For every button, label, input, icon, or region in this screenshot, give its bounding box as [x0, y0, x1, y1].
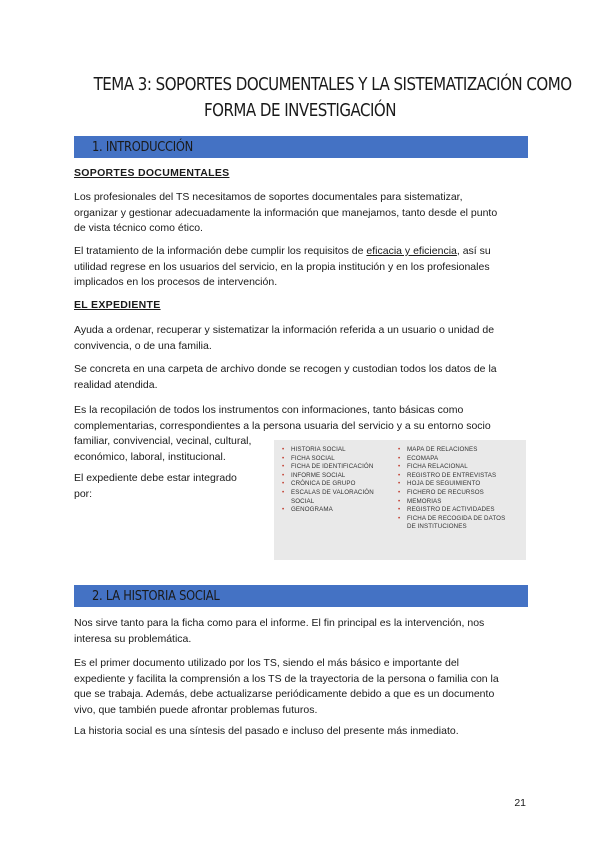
- bullet-icon: •: [282, 463, 285, 471]
- text-line: convivencia, o de una familia.: [74, 339, 212, 352]
- list-item: • MAPA DE RELACIONES: [398, 446, 478, 453]
- text-line: La historia social es una síntesis del pasado e incluso del presente más inmediato.: [74, 725, 459, 737]
- text-line: Ayuda a ordenar, recuperar y sistematizar la información referida a un usuario o unidad de: [74, 324, 495, 336]
- section-heading-text: 2. LA HISTORIA SOCIAL: [92, 588, 220, 604]
- section-heading-text: 1. INTRODUCCIÓN: [92, 139, 194, 155]
- list-item: • FICHA RELACIONAL: [398, 463, 468, 471]
- bullet-icon: •: [282, 480, 285, 488]
- text-line: vivo, que también puede afrontar problemas futuros.: [74, 703, 318, 716]
- bullet-icon: •: [398, 506, 401, 514]
- list-item: • FICHERO DE RECURSOS: [398, 488, 484, 496]
- list-item: • INFORME SOCIAL: [282, 471, 346, 479]
- list-item: • ECOMAPA: [398, 454, 439, 462]
- bullet-icon: •: [398, 463, 401, 471]
- bullet-icon: •: [282, 488, 285, 496]
- text-line: Es la recopilación de todos los instrumentos con informaciones, tanto básicas como: [74, 404, 464, 416]
- text-line: Nos sirve tanto para la ficha como para el informe. El fin principal es la intervención, nos: [74, 617, 485, 629]
- subheading-soportes: SOPORTES DOCUMENTALES: [74, 167, 230, 179]
- list-item: • FICHA SOCIAL: [282, 454, 335, 462]
- text-line: Los profesionales del TS necesitamos de soportes documentales para sistematizar,: [74, 191, 463, 203]
- text-line: complementarias, correspondientes a la persona usuaria del servicio y a su entorno socio: [74, 419, 491, 432]
- text-line: implicados en los procesos de intervención.: [74, 276, 278, 288]
- text-line: Es el primer documento utilizado por los TS, siendo el más básico e importante del: [74, 657, 459, 669]
- subheading-expediente: EL EXPEDIENTE: [74, 299, 161, 311]
- paragraph-carpeta: [74, 362, 526, 393]
- paragraph-primer-documento: [74, 656, 526, 718]
- text-line: Se concreta en una carpeta de archivo donde se recogen y custodian todos los datos de la: [74, 363, 497, 375]
- bullet-icon: •: [282, 454, 285, 462]
- components-list-right: [398, 446, 505, 532]
- text-fragment: , así su: [456, 245, 491, 257]
- text-line: que se trabaja. Además, debe actualizarse periódicamente debido a que es un documento: [74, 688, 495, 700]
- page-title: [93, 72, 572, 124]
- paragraph-soportes: [74, 190, 526, 237]
- list-item-continued: DE INSTITUCIONES: [407, 523, 467, 531]
- text-fragment: El tratamiento de la información debe cumplir los requisitos de: [74, 245, 367, 257]
- section-heading-introduccion: [74, 136, 528, 158]
- list-item-continued: SOCIAL: [291, 497, 315, 505]
- bullet-icon: •: [398, 497, 401, 505]
- bullet-icon: •: [398, 514, 401, 522]
- text-line: realidad atendida.: [74, 378, 158, 391]
- list-item: • HOJA DE SEGUIMIENTO: [398, 480, 481, 488]
- bullet-icon: •: [282, 506, 285, 514]
- paragraph-sintesis: [74, 724, 526, 740]
- list-item: • CRÓNICA DE GRUPO: [282, 480, 356, 488]
- text-line: [74, 244, 526, 260]
- paragraph-ficha-informe: [74, 616, 526, 647]
- title-line-2: FORMA DE INVESTIGACIÓN: [204, 101, 396, 121]
- text-line: de vista técnico como ético.: [74, 222, 203, 234]
- list-item: • MEMORIAS: [398, 497, 442, 505]
- paragraph-integrado: [74, 471, 264, 502]
- paragraph-ordenar: [74, 323, 526, 354]
- list-item: • HISTORIA SOCIAL: [282, 446, 346, 453]
- text-line: por:: [74, 487, 93, 500]
- expediente-components-image: [274, 440, 526, 560]
- text-line: familiar, convivencial, vecinal, cultural,: [74, 435, 252, 447]
- bullet-icon: •: [398, 446, 401, 453]
- list-item: • REGISTRO DE ACTIVIDADES: [398, 506, 495, 514]
- text-line: El expediente debe estar integrado: [74, 472, 237, 484]
- list-item: • FICHA DE RECOGIDA DE DATOS: [398, 514, 506, 522]
- text-line: interesa su problemática.: [74, 632, 192, 645]
- bullet-icon: •: [398, 488, 401, 496]
- bullet-icon: •: [282, 471, 285, 479]
- bullet-icon: •: [398, 480, 401, 488]
- components-list-left: [282, 446, 374, 515]
- text-line: organizar y gestionar adecuadamente la información que manejamos, tanto desde el punto: [74, 206, 498, 219]
- bullet-icon: •: [398, 454, 401, 462]
- title-line-1: TEMA 3: SOPORTES DOCUMENTALES Y LA SISTEMATIZACIÓN COMO: [93, 75, 572, 95]
- section-heading-historia-social: [74, 585, 528, 607]
- text-line: expediente y facilita la comprensión a los TS de la trayectoria de la persona o familia con la: [74, 672, 499, 685]
- list-item: • FICHA DE IDENTIFICACIÓN: [282, 463, 374, 471]
- list-item: • ESCALAS DE VALORACIÓN: [282, 488, 374, 496]
- list-item: • GENOGRAMA: [282, 506, 333, 514]
- page-number: 21: [514, 797, 526, 809]
- bullet-icon: •: [398, 471, 401, 479]
- list-item: • REGISTRO DE ENTREVISTAS: [398, 471, 497, 479]
- text-line: utilidad regrese en los usuarios del servicio, en la propia institución y en los profesionales: [74, 260, 490, 273]
- paragraph-tratamiento: [74, 244, 526, 291]
- underlined-term: eficacia y eficiencia: [366, 245, 457, 257]
- bullet-icon: •: [282, 446, 285, 453]
- text-line: económico, laboral, institucional.: [74, 450, 226, 463]
